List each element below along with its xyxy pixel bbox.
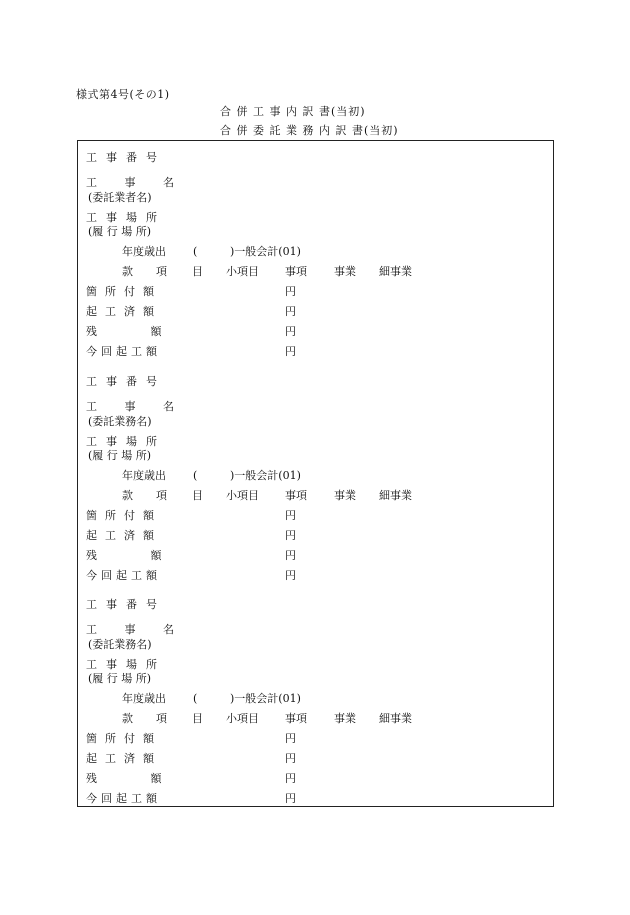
label-work-location: 工 事 場 所 — [86, 435, 157, 448]
yen-allocated: 円 — [285, 285, 296, 298]
row-current-amount: 今 回 起 工 額 — [86, 345, 157, 358]
yen-remaining: 円 — [285, 772, 296, 785]
row-committed-amount: 起 工 済 額 — [86, 529, 154, 542]
col-matter: 事項 — [285, 265, 307, 278]
col-sub-project: 細事業 — [379, 265, 412, 278]
col-sub-item: 小項目 — [226, 265, 259, 278]
label-general-account: )一般会計(01) — [230, 245, 301, 258]
label-performance-location: (履 行 場 所) — [88, 449, 152, 462]
col-sub-item: 小項目 — [226, 712, 259, 725]
col-kou: 項 — [156, 265, 167, 278]
row-committed-amount: 起 工 済 額 — [86, 305, 154, 318]
yen-current: 円 — [285, 345, 296, 358]
work-section — [78, 588, 553, 810]
row-current-amount: 今 回 起 工 額 — [86, 792, 157, 805]
label-work-number: 工 事 番 号 — [86, 151, 157, 164]
label-fiscal-expenditure: 年度歳出 — [122, 245, 166, 258]
document-subtitle: 合 併 委 託 業 務 内 訳 書(当初) — [220, 124, 399, 137]
label-work-name: 工 事 名 — [86, 623, 174, 636]
col-sub-project: 細事業 — [379, 712, 412, 725]
label-performance-location: (履 行 場 所) — [88, 672, 152, 685]
col-moku: 目 — [192, 489, 203, 502]
col-project: 事業 — [334, 712, 356, 725]
col-kou: 項 — [156, 489, 167, 502]
row-remaining-amount: 残 額 — [86, 325, 162, 338]
row-allocated-amount: 箇 所 付 額 — [86, 285, 154, 298]
label-work-number: 工 事 番 号 — [86, 375, 157, 388]
col-sub-item: 小項目 — [226, 489, 259, 502]
row-remaining-amount: 残 額 — [86, 772, 162, 785]
breakdown-form-box — [77, 140, 554, 807]
col-matter: 事項 — [285, 712, 307, 725]
yen-current: 円 — [285, 792, 296, 805]
yen-committed: 円 — [285, 752, 296, 765]
form-number: 様式第4号(その1) — [76, 88, 170, 101]
col-kou: 項 — [156, 712, 167, 725]
col-sub-project: 細事業 — [379, 489, 412, 502]
label-work-name: 工 事 名 — [86, 176, 174, 189]
label-work-location: 工 事 場 所 — [86, 211, 157, 224]
label-contractor-name: (委託業務名) — [88, 415, 152, 428]
col-project: 事業 — [334, 489, 356, 502]
work-section — [78, 365, 553, 587]
document-title: 合 併 工 事 内 訳 書(当初) — [220, 105, 366, 118]
label-work-name: 工 事 名 — [86, 400, 174, 413]
col-project: 事業 — [334, 265, 356, 278]
yen-committed: 円 — [285, 529, 296, 542]
row-allocated-amount: 箇 所 付 額 — [86, 509, 154, 522]
yen-allocated: 円 — [285, 509, 296, 522]
col-moku: 目 — [192, 712, 203, 725]
yen-remaining: 円 — [285, 549, 296, 562]
budget-paren-open: ( — [193, 692, 198, 705]
yen-remaining: 円 — [285, 325, 296, 338]
col-matter: 事項 — [285, 489, 307, 502]
label-contractor-name: (委託業務名) — [88, 638, 152, 651]
work-section — [78, 141, 553, 363]
row-remaining-amount: 残 額 — [86, 549, 162, 562]
budget-paren-open: ( — [193, 469, 198, 482]
yen-allocated: 円 — [285, 732, 296, 745]
budget-paren-open: ( — [193, 245, 198, 258]
label-general-account: )一般会計(01) — [230, 692, 301, 705]
row-committed-amount: 起 工 済 額 — [86, 752, 154, 765]
col-kan: 款 — [122, 489, 133, 502]
col-moku: 目 — [192, 265, 203, 278]
yen-committed: 円 — [285, 305, 296, 318]
yen-current: 円 — [285, 569, 296, 582]
label-fiscal-expenditure: 年度歳出 — [122, 469, 166, 482]
label-performance-location: (履 行 場 所) — [88, 225, 152, 238]
col-kan: 款 — [122, 712, 133, 725]
row-allocated-amount: 箇 所 付 額 — [86, 732, 154, 745]
label-work-number: 工 事 番 号 — [86, 598, 157, 611]
col-kan: 款 — [122, 265, 133, 278]
row-current-amount: 今 回 起 工 額 — [86, 569, 157, 582]
label-contractor-name: (委託業者名) — [88, 191, 152, 204]
label-general-account: )一般会計(01) — [230, 469, 301, 482]
label-work-location: 工 事 場 所 — [86, 658, 157, 671]
label-fiscal-expenditure: 年度歳出 — [122, 692, 166, 705]
